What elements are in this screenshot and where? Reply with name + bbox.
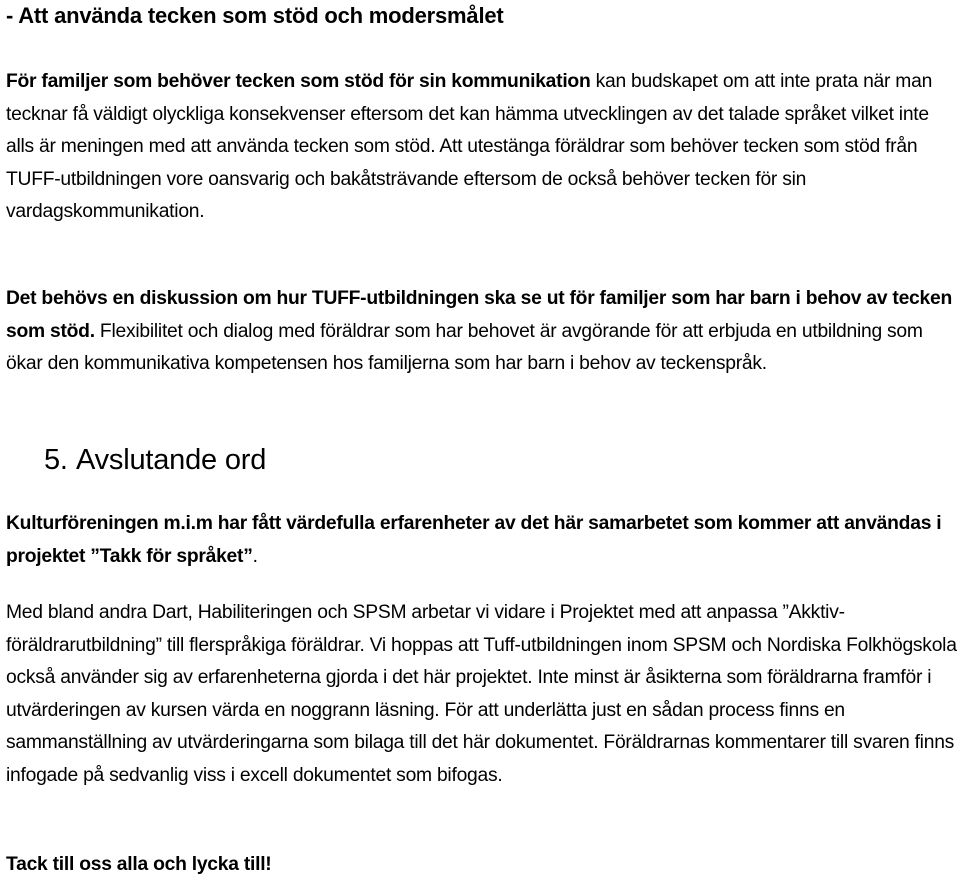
paragraph-sign-support-families: [6, 66, 960, 229]
paragraph-discussion-needed: [6, 283, 960, 381]
section-number: 5.: [44, 444, 68, 476]
paragraph-body: .: [252, 545, 258, 567]
paragraph-body: kan budskapet om att inte prata när man tecknar få väldigt olyckliga konsekvenser eftersom det kan hämma utvecklingen av det talade språket vilket inte alls är meningen med att använda tecken som stöd. Att utestänga föräldrar som behöver tecken som stöd från TUFF-utbildningen vore oansvarig och bakåtsträvande eftersom de också behöver tecken för sin vardagskommunikation.: [6, 71, 933, 222]
paragraph-body: Flexibilitet och dialog med föräldrar som har behovet är avgörande för att erbjuda en utbildning som ökar den kommunikativa kompetensen hos familjerna som har barn i behov av teckenspråk.: [6, 320, 923, 374]
paragraph-continued-work: Med bland andra Dart, Habiliteringen och SPSM arbetar vi vidare i Projektet med att anpassa ”Akktiv-föräldrarutbildning” till flerspråkiga föräldrar. Vi hoppas att Tuff-utbildningen inom SPSM och Nordiska Folkhögskola också använder sig av erfarenheterna gjorda i det här projektet. Inte minst är åsikterna som föräldrarna framför i utvärderingen av kursen värda en noggrann läsning. För att underlätta just en sådan process finns en sammanställning av utvärderingarna som bilaga till det här dokumentet. Föräldrarnas kommentarer till svaren finns infogade på sedvanlig viss i excell dokumentet som bifogas.: [6, 602, 957, 786]
paragraph-experiences: [6, 508, 960, 573]
paragraph-lead-bold: För familjer som behöver tecken som stöd för sin kommunikation: [6, 71, 591, 92]
section-title: Avslutande ord: [76, 444, 267, 476]
paragraph-lead-bold: Det behövs en diskussion om hur TUFF-utbildningen ska se ut för familjer som har barn i behov av tecken som stöd.: [6, 288, 952, 342]
section-heading-closing-words: [44, 440, 960, 480]
paragraph-lead-bold: Kulturföreningen m.i.m har fått värdefulla erfarenheter av det här samarbetet som kommer att användas i projektet ”Takk för språket”: [6, 513, 942, 567]
closing-line: Tack till oss alla och lycka till!: [6, 854, 272, 875]
section-heading-sign-support: - Att använda tecken som stöd och modersmålet: [6, 3, 504, 28]
